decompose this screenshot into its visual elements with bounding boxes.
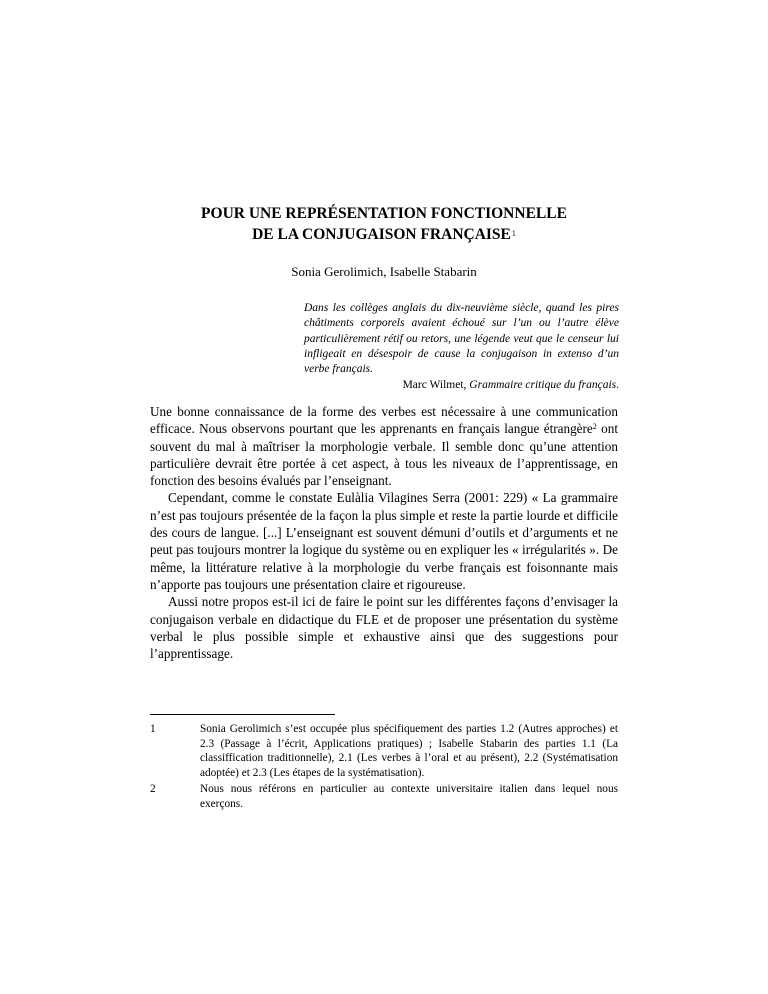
article-title (150, 203, 618, 245)
footnote-1 (150, 722, 618, 780)
paragraph-1 (150, 403, 618, 489)
footnote-2 (150, 782, 618, 811)
footnote-ref-2[interactable]: 2 (592, 422, 597, 432)
footnote-2-text: Nous nous référons en particulier au contexte universitaire italien dans lequel nous exerçons. (200, 783, 618, 810)
footnote-1-text: Sonia Gerolimich s’est occupée plus spécifiquement des parties 1.2 (Autres approches) et 2.3 (Passage à l’écrit, Applications pratiques) ; Isabelle Stabarin des parties 1.1 (La classiffication traditionnelle), 2.1 (Les verbes à l’oral et au présent), 2.2 (Systématisation adoptée) et 2.3 (Les étapes de la systématisation). (200, 723, 618, 779)
footnote-ref-1[interactable]: 1 (511, 229, 516, 238)
footnote-1-number: 1 (150, 723, 156, 735)
title-line-2 (150, 224, 618, 245)
epigraph-author: Marc Wilmet, (402, 379, 467, 391)
paragraph-3: Aussi notre propos est-il ici de faire le point sur les différentes façons d’envisager la conjugaison verbale en didactique du FLE et de proposer une présentation du système verbal le plus possible simple et exhaustive ainsi que des suggestions pour l’apprentissage. (150, 594, 618, 662)
epigraph-work: Grammaire critique du français (469, 379, 617, 391)
footnote-2-number: 2 (150, 783, 156, 796)
epigraph-quote: Dans les collèges anglais du dix-neuvième siècle, quand les pires châtiments corporels avaient échoué sur l’un ou l’autre élève particulièrement rétif ou retors, une légende veut que le censeur lui infligeait en désespoir de cause la conjugaison in extenso d’un verbe français. (304, 302, 619, 376)
epigraph-source (304, 378, 619, 393)
paragraph-2: Cependant, comme le constate Eulàlia Vilagines Serra (2001: 229) « La grammaire n’est pas toujours présentée de la façon la plus simple et reste la partie lourde et difficile des cours de langue. [...] L’enseignant est souvent démuni d’outils et d’arguments et ne peut pas toujours montrer la logique du système ou en expliquer les « irrégularités ». De même, la littérature relative à la morphologie du verbe français est foisonnante mais n’apporte pas toujours une présentation claire et rigoureuse. (150, 490, 618, 592)
paragraph-1-part-b: ont souvent du mal à maîtriser la morphologie verbale. Il semble donc qu’une attention particulière devrait être portée à cet aspect, à tous les niveaux de l’apprentissage, en fonction des besoins évalués par l’enseignant. (150, 421, 619, 489)
footnotes (150, 722, 618, 814)
body-text (150, 403, 618, 662)
title-line-1: POUR UNE REPRÉSENTATION FONCTIONNELLE (201, 205, 567, 222)
authors: Sonia Gerolimich, Isabelle Stabarin (291, 264, 477, 279)
footnote-divider (150, 714, 335, 715)
title-line-2-text: DE LA CONJUGAISON FRANÇAISE (252, 226, 511, 243)
paragraph-1-part-a: Une bonne connaissance de la forme des verbes est nécessaire à une communication efficace. Nous observons pourtant que les apprenants en français langue étrangère (150, 404, 618, 437)
epigraph-end: . (616, 379, 619, 391)
